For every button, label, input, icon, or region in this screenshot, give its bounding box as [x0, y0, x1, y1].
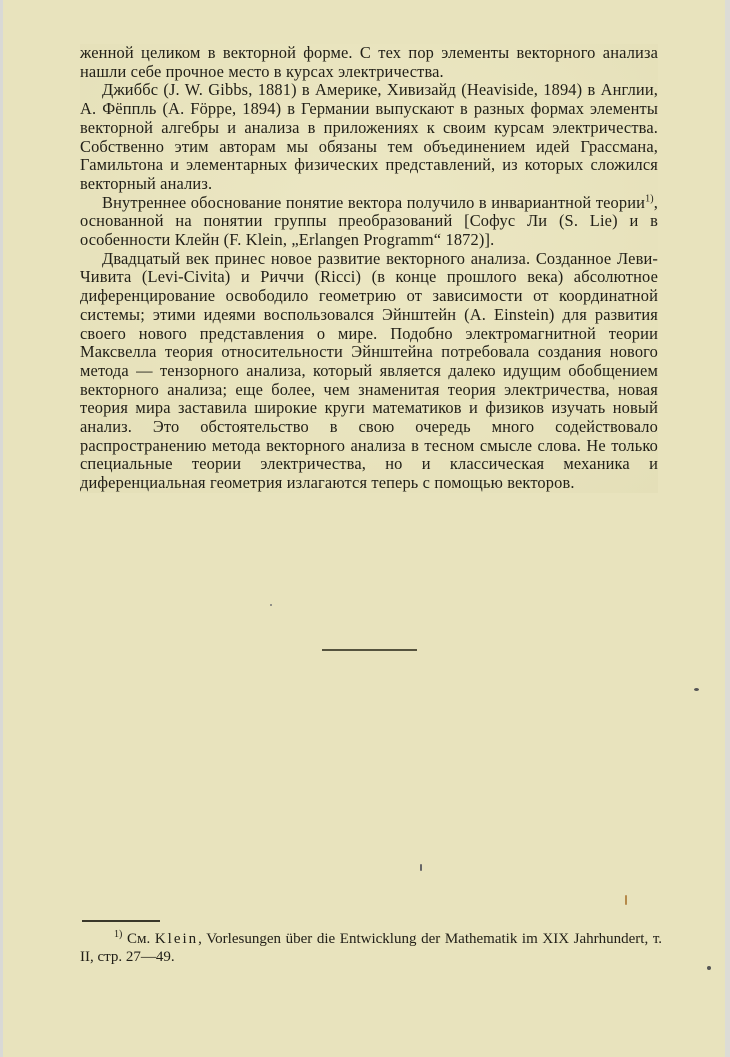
paragraph-gibbs-heaviside: Джиббс (J. W. Gibbs, 1881) в Америке, Хивизайд (Heaviside, 1894) в Англии, А. Фёппль (A. Föppe, 1894) в Германии выпускают в разных формах элементы векторной алгебры и анализа в приложениях к своим курсам электричества. Собственно этим авторам мы обязаны тем объединением идей Грассмана, Гамильтона и элементарных физических представлений, из которых сложился векторный анализ.: [80, 80, 658, 193]
footnote-reference[interactable]: 1): [645, 193, 654, 205]
paragraph-twentieth-century: Двадцатый век принес новое развитие векторного анализа. Созданное Леви-Чивита (Levi-Civita) и Риччи (Ricci) (в конце прошлого века) абсолютное диференцирование освободило геометрию от зависимости от координатной системы; этими идеями воспользовался Эйнштейн (A. Einstein) для развития своего нового представления о мире. Подобно электромагнитной теории Максвелла теория относительности Эйнштейна потребовала создания нового метода — тензорного анализа, который является далеко идущим обобщением векторного анализа; еще более, чем знаменитая теория электричества, новая теория мира заставила широкие круги математиков и физиков изучать новый анализ. Это обстоятельство в свою очередь много содействовало распространению метода векторного анализа в тесном смысле слова. Не только специальные теории электричества, но и классическая механика и диференциальная геометрия излагаются теперь с помощью векторов.: [80, 248, 658, 493]
scan-speck: [707, 966, 711, 970]
paragraph-continued: женной целиком в векторной форме. С тех пор элементы векторного анализа нашли себе прочное место в курсах электричества.: [80, 43, 658, 81]
scan-edge-left: [0, 0, 3, 1057]
footnote-prefix: См.: [126, 931, 151, 947]
footnote-text: [80, 931, 662, 966]
page-body: [80, 44, 658, 493]
footnote: [80, 931, 662, 966]
footnote-citation: , Vorlesungen über die Entwicklung der Mathematik im XIX Jahrhundert, т. II, стр. 27—49.: [80, 931, 663, 965]
main-text: [80, 44, 658, 493]
scan-speck: [420, 864, 422, 871]
scan-speck: [625, 895, 627, 905]
scan-edge-right: [725, 0, 730, 1057]
scan-speck: [694, 688, 699, 691]
footnote-marker: 1): [114, 929, 123, 940]
section-end-rule: [322, 649, 417, 651]
footnote-rule: [82, 920, 160, 922]
footnote-author: Klein: [154, 931, 199, 947]
paragraph-text-before-note: Внутреннее обоснование понятие вектора получило в инвариантной теории: [102, 192, 646, 212]
paragraph-invariant-theory: [80, 194, 658, 250]
paragraph-text-after-note: , основанной на понятии группы преобразований [Софус Ли (S. Lie) и в особенности Клейн (F. Klein, „Erlangen Programm“ 1872)].: [80, 192, 658, 250]
scan-speck: [270, 604, 272, 606]
